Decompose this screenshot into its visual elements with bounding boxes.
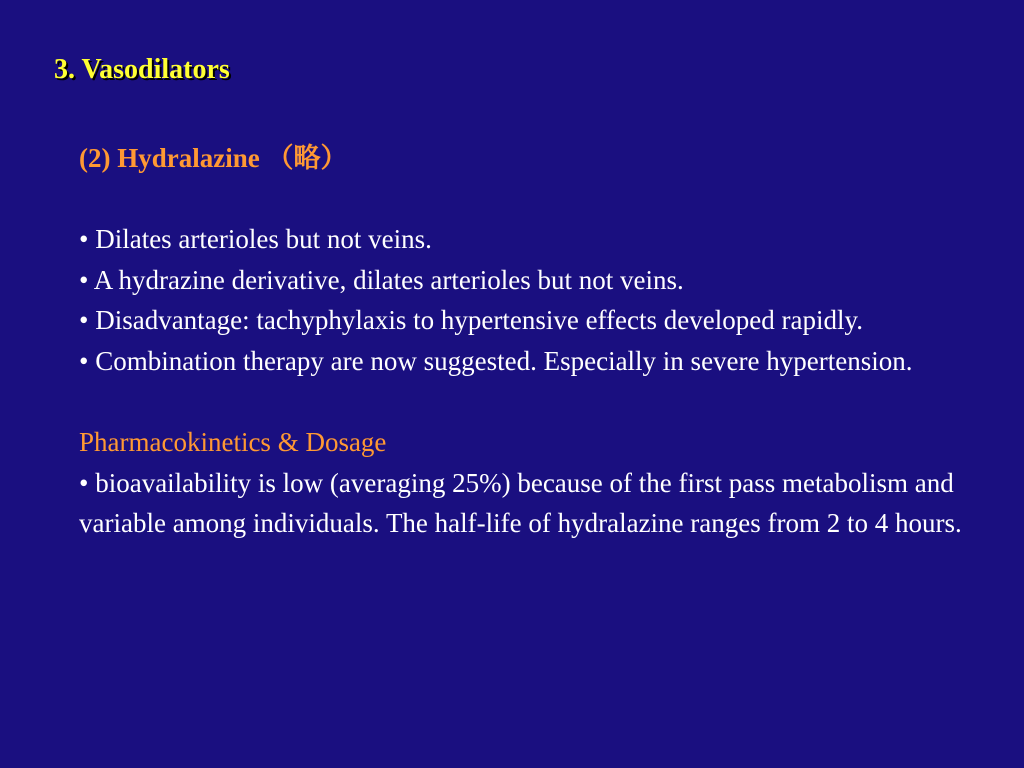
section-heading: Pharmacokinetics & Dosage [79,427,387,458]
bullet-item: • bioavailability is low (averaging 25%) because of the first pass metabolism and variable among individuals. The half-life of hydralazine ranges from 2 to 4 hours. [79,467,962,539]
bullet-item: • Combination therapy are now suggested. Especially in severe hypertension. [79,345,913,376]
slide-title: 3. Vasodilators [54,54,230,85]
spacer [79,382,979,423]
bullet-item: • Dilates arterioles but not veins. [79,224,432,255]
bullet-item: • Disadvantage: tachyphylaxis to hypertensive effects developed rapidly. [79,305,863,336]
bullet-item: • A hydrazine derivative, dilates arterioles but not veins. [79,264,684,295]
drug-subtitle: (2) Hydralazine （略） [79,143,348,173]
slide-content [79,138,979,544]
spacer [79,179,979,220]
